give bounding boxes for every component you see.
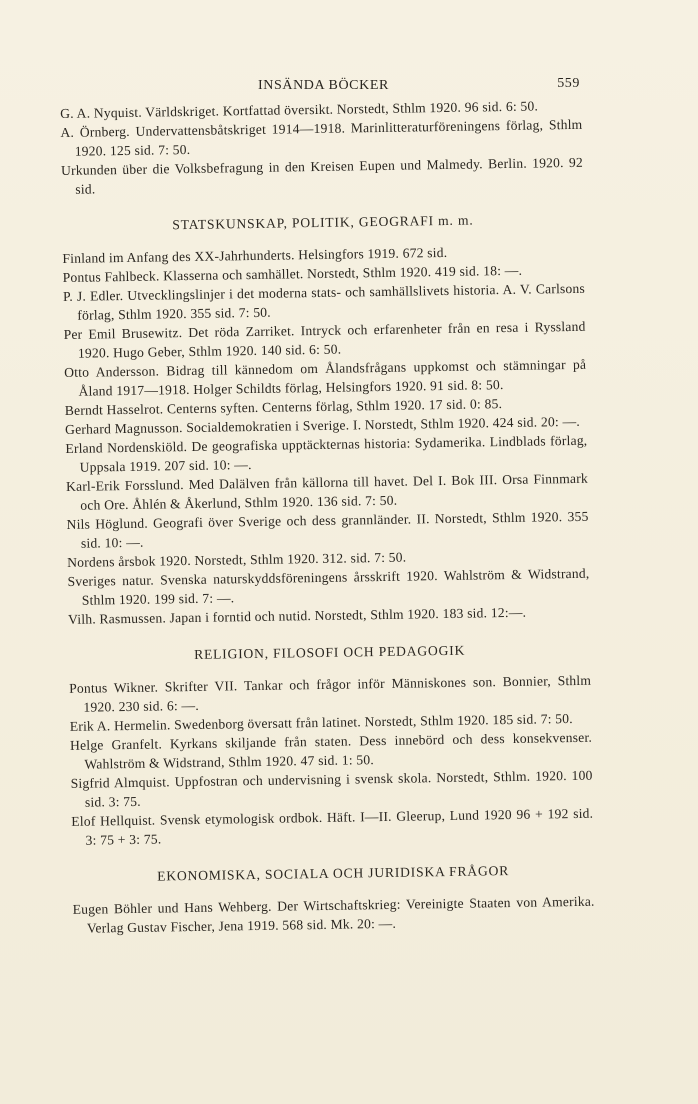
page-title: INSÄNDA BÖCKER — [258, 78, 389, 93]
list-item: Sveriges natur. Svenska naturskyddsföreningens årsskrift 1920. Wahlström & Widstrand, Sthlm 1920. 199 sid. 7: —. — [67, 565, 590, 608]
list-item: Karl-Erik Forsslund. Med Dalälven från källorna till havet. Del I. Bok III. Orsa Finnmark och Ore. Åhlén & Åkerlund, Sthlm 1920. 136 sid. 7: 50. — [65, 470, 589, 513]
book-list — [60, 96, 595, 938]
list-item: Otto Andersson. Bidrag till kännedom om Ålandsfrågans uppkomst och stämningar på Åland 1917—1918. Holger Schildts förlag, Helsingfors 1920. 91 sid. 8: 50. — [64, 356, 587, 399]
section-heading-politics: STATSKUNSKAP, POLITIK, GEOGRAFI m. m. — [172, 212, 474, 233]
list-item: Helge Granfelt. Kyrkans skiljande från staten. Dess innebörd och dess konsekvenser. Wahlström & Widstrand, Sthlm 1920. 47 sid. 1: 50. — [69, 729, 593, 772]
section-politics — [62, 241, 590, 629]
list-item: Pontus Fahlbeck. Klasserna och samhället. Norstedt, Sthlm 1920. 419 sid. 18: —. — [62, 262, 523, 285]
list-item: Berndt Hasselrot. Centerns syften. Centerns förlag, Sthlm 1920. 17 sid. 0: 85. — [64, 396, 503, 418]
section-religion — [69, 671, 594, 850]
list-item: Nordens årsbok 1920. Norstedt, Sthlm 1920. 312. sid. 7: 50. — [67, 549, 407, 570]
list-item: Vilh. Rasmussen. Japan i forntid och nutid. Norstedt, Sthlm 1920. 183 sid. 12:—. — [67, 604, 527, 627]
page-number: 559 — [557, 76, 580, 91]
list-item: Erland Nordenskiöld. De geografiska upptäckternas historia: Sydamerika. Lindblads förlag, Uppsala 1919. 207 sid. 10: —. — [65, 432, 588, 475]
section-economics — [73, 892, 596, 938]
section-heading-economics: EKONOMISKA, SOCIALA OCH JURIDISKA FRÅGOR — [157, 863, 510, 884]
list-item: Nils Höglund. Geografi över Sverige och dess grannländer. II. Norstedt, Sthlm 1920. 355 sid. 10: —. — [66, 508, 589, 551]
list-item: P. J. Edler. Utvecklingslinjer i det moderna stats- och samhällslivets historia. A. V. Carlsons förlag, Sthlm 1920. 355 sid. 7: 50. — [62, 280, 586, 323]
list-item: Per Emil Brusewitz. Det röda Zarriket. Intryck och erfarenheter från en resa i Ryssland 1920. Hugo Geber, Sthlm 1920. 140 sid. 6: 50. — [63, 318, 586, 361]
section-heading-religion: RELIGION, FILOSOFI OCH PEDAGOGIK — [194, 642, 466, 662]
list-item: Erik A. Hermelin. Swedenborg översatt från latinet. Norstedt, Sthlm 1920. 185 sid. 7: 50. — [69, 711, 573, 734]
list-item: Eugen Böhler und Hans Wehberg. Der Wirtschaftskrieg: Vereinigte Staaten von Amerika. Verlag Gustav Fischer, Jena 1919. 568 sid. Mk. 20: —. — [72, 893, 595, 936]
list-item: Urkunden über die Volksbefragung in den Kreisen Eupen und Malmedy. Berlin. 1920. 92 sid. — [60, 154, 584, 197]
list-item: Finland im Anfang des XX-Jahrhunderts. Helsingfors 1919. 672 sid. — [62, 244, 448, 266]
list-item: A. Örnberg. Undervattensbåtskriget 1914—1918. Marinlitteraturföreningens förlag, Sthlm 1920. 125 sid. 7: 50. — [60, 116, 583, 159]
list-item: Elof Hellquist. Svensk etymologisk ordbok. Häft. I—II. Gleerup, Lund 1920 96 + 192 sid. 3: 75 + 3: 75. — [71, 805, 594, 848]
list-item: G. A. Nyquist. Världskriget. Kortfattad översikt. Norstedt, Sthlm 1920. 96 sid. 6: 50. — [60, 98, 539, 121]
list-item: Sigfrid Almquist. Uppfostran och undervisning i svensk skola. Norstedt, Sthlm. 1920. 100 sid. 3: 75. — [70, 767, 593, 810]
list-item: Pontus Wikner. Skrifter VII. Tankar och frågor inför Människones son. Bonnier, Sthlm 1920. 230 sid. 6: —. — [69, 672, 592, 715]
section-history — [60, 96, 583, 199]
list-item: Gerhard Magnusson. Socialdemokratien i Sverige. I. Norstedt, Sthlm 1920. 424 sid. 20: —. — [64, 413, 581, 437]
